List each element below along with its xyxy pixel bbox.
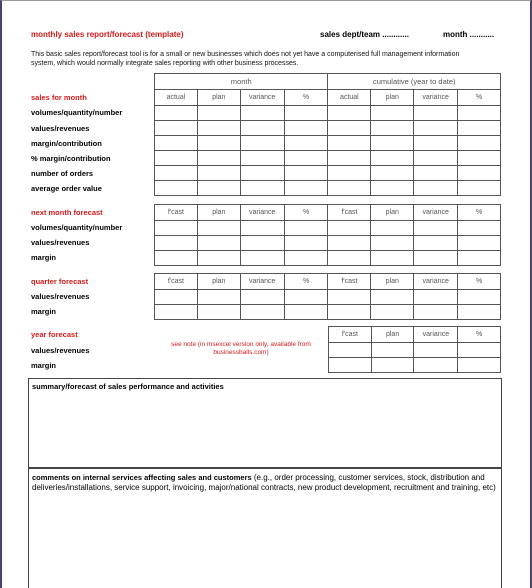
data-cell[interactable]: [197, 121, 240, 136]
data-cell[interactable]: [284, 305, 328, 320]
month-header: month: [155, 74, 328, 90]
year-forecast-table: [328, 326, 501, 373]
data-cell[interactable]: [328, 181, 371, 196]
data-cell[interactable]: [329, 358, 372, 373]
row-label: number of orders: [31, 169, 94, 178]
data-cell[interactable]: [240, 181, 284, 196]
table-row: [155, 305, 501, 320]
report-title: monthly sales report/forecast (template): [31, 30, 184, 39]
data-cell[interactable]: [329, 343, 372, 358]
row-label: margin: [31, 253, 57, 262]
data-cell[interactable]: [197, 251, 240, 266]
data-cell[interactable]: [197, 236, 240, 251]
data-cell[interactable]: [155, 221, 198, 236]
data-cell[interactable]: [240, 151, 284, 166]
table-row: [155, 251, 501, 266]
data-cell[interactable]: [458, 121, 501, 136]
data-cell[interactable]: [155, 305, 198, 320]
data-cell[interactable]: [328, 305, 371, 320]
table-row: [155, 290, 501, 305]
data-cell[interactable]: [371, 166, 414, 181]
comments-box-title: comments on internal services affecting sales and customers: [32, 473, 252, 482]
data-cell[interactable]: [197, 221, 240, 236]
column-header: f'cast: [328, 205, 371, 221]
column-header: %: [458, 90, 501, 106]
data-cell[interactable]: [197, 151, 240, 166]
data-cell[interactable]: [197, 181, 240, 196]
row-label: values/revenues: [31, 238, 90, 247]
data-cell[interactable]: [328, 136, 371, 151]
data-cell[interactable]: [240, 106, 284, 121]
data-cell[interactable]: [155, 181, 198, 196]
row-label: volumes/quantity/number: [31, 108, 123, 117]
column-header: actual: [328, 90, 371, 106]
row-label: margin: [31, 361, 57, 370]
month-field: month ...........: [443, 30, 495, 39]
quarter-forecast-title: quarter forecast: [31, 277, 89, 286]
data-cell[interactable]: [155, 251, 198, 266]
column-header: f'cast: [155, 205, 198, 221]
table-row: [155, 181, 501, 196]
row-label: values/revenues: [31, 124, 90, 133]
data-cell[interactable]: [414, 166, 458, 181]
data-cell[interactable]: [458, 290, 501, 305]
data-cell[interactable]: [371, 290, 414, 305]
data-cell[interactable]: [328, 251, 371, 266]
next-month-forecast-title: next month forecast: [31, 208, 103, 217]
data-cell[interactable]: [414, 151, 458, 166]
row-label: % margin/contribution: [31, 154, 111, 163]
data-cell[interactable]: [414, 236, 458, 251]
column-header: %: [458, 274, 501, 290]
data-cell[interactable]: [328, 221, 371, 236]
row-label: values/revenues: [31, 292, 90, 301]
data-cell[interactable]: [458, 343, 501, 358]
row-label: values/revenues: [31, 346, 90, 355]
column-header: f'cast: [329, 327, 372, 343]
table-row: [155, 121, 501, 136]
data-cell[interactable]: [414, 106, 458, 121]
data-cell[interactable]: [458, 181, 501, 196]
data-cell[interactable]: [458, 305, 501, 320]
intro-text: This basic sales report/forecast tool is for a small or new businesses which does not yet have a computerised full management information system, which would normally integrate sales reporting with other business processes.: [31, 51, 460, 67]
cumulative-header: cumulative (year to date): [328, 74, 501, 90]
table-row: [329, 343, 501, 358]
data-cell[interactable]: [284, 166, 328, 181]
data-cell[interactable]: [328, 290, 371, 305]
summary-box-title: summary/forecast of sales performance and activities: [32, 382, 224, 391]
data-cell[interactable]: [371, 343, 414, 358]
data-cell[interactable]: [458, 236, 501, 251]
data-cell[interactable]: [197, 290, 240, 305]
data-cell[interactable]: [240, 290, 284, 305]
table-row: [155, 136, 501, 151]
column-header: variance: [414, 205, 458, 221]
data-cell[interactable]: [414, 136, 458, 151]
data-cell[interactable]: [414, 221, 458, 236]
table-row: [155, 236, 501, 251]
data-cell[interactable]: [414, 181, 458, 196]
column-header: %: [284, 205, 328, 221]
data-cell[interactable]: [240, 121, 284, 136]
column-header: plan: [371, 274, 414, 290]
column-header: variance: [240, 205, 284, 221]
data-cell[interactable]: [284, 236, 328, 251]
quarter-forecast-table: [154, 273, 501, 320]
column-header: %: [458, 327, 501, 343]
table-row: [155, 221, 501, 236]
sales-dept-field: sales dept/team ............: [320, 30, 409, 39]
column-header: f'cast: [328, 274, 371, 290]
data-cell[interactable]: [414, 251, 458, 266]
data-cell[interactable]: [284, 106, 328, 121]
data-cell[interactable]: [328, 151, 371, 166]
table-row: [155, 106, 501, 121]
data-cell[interactable]: [284, 151, 328, 166]
data-cell[interactable]: [414, 343, 458, 358]
row-label: average order value: [31, 184, 102, 193]
column-header: variance: [414, 274, 458, 290]
table-row: [329, 358, 501, 373]
column-header: actual: [155, 90, 198, 106]
column-header: plan: [197, 205, 240, 221]
data-cell[interactable]: [458, 106, 501, 121]
data-cell[interactable]: [458, 221, 501, 236]
data-cell[interactable]: [240, 305, 284, 320]
data-cell[interactable]: [371, 305, 414, 320]
period-header-table: [154, 73, 501, 90]
data-cell[interactable]: [155, 106, 198, 121]
data-cell[interactable]: [458, 151, 501, 166]
comments-box-content: [32, 473, 498, 493]
column-header: %: [458, 205, 501, 221]
row-label: volumes/quantity/number: [31, 223, 123, 232]
row-label: margin/contribution: [31, 139, 102, 148]
row-label: margin: [31, 307, 57, 316]
data-cell[interactable]: [458, 358, 501, 373]
comments-box-text: (e.g., order processing, customer services, stock, distribution and deliveries/installations, service support, invoicing, major/national contracts, new product development, recruitment and training, etc): [32, 473, 496, 492]
column-header: f'cast: [155, 274, 198, 290]
data-cell[interactable]: [240, 166, 284, 181]
data-cell[interactable]: [414, 358, 458, 373]
column-header: variance: [240, 274, 284, 290]
data-cell[interactable]: [371, 136, 414, 151]
data-cell[interactable]: [371, 236, 414, 251]
data-cell[interactable]: [155, 136, 198, 151]
column-header: plan: [197, 90, 240, 106]
data-cell[interactable]: [371, 251, 414, 266]
data-cell[interactable]: [155, 290, 198, 305]
data-cell[interactable]: [328, 236, 371, 251]
summary-box[interactable]: [28, 378, 502, 468]
data-cell[interactable]: [284, 121, 328, 136]
data-cell[interactable]: [197, 166, 240, 181]
data-cell[interactable]: [458, 136, 501, 151]
table-row: [155, 151, 501, 166]
column-header: variance: [414, 327, 458, 343]
data-cell[interactable]: [240, 221, 284, 236]
data-cell[interactable]: [240, 136, 284, 151]
data-cell[interactable]: [328, 106, 371, 121]
data-cell[interactable]: [371, 151, 414, 166]
data-cell[interactable]: [284, 221, 328, 236]
column-header: variance: [240, 90, 284, 106]
year-forecast-note: see note (in msexcel version only, available from businessballs.com): [171, 341, 311, 356]
data-cell[interactable]: [284, 251, 328, 266]
data-cell[interactable]: [371, 358, 414, 373]
sales-for-month-table: [154, 89, 501, 196]
data-cell[interactable]: [371, 106, 414, 121]
data-cell[interactable]: [155, 151, 198, 166]
column-header: variance: [414, 90, 458, 106]
sales-for-month-title: sales for month: [31, 93, 87, 102]
data-cell[interactable]: [155, 236, 198, 251]
data-cell[interactable]: [371, 121, 414, 136]
data-cell[interactable]: [240, 236, 284, 251]
table-row: [155, 166, 501, 181]
comments-box[interactable]: [28, 468, 502, 588]
column-header: plan: [371, 327, 414, 343]
column-header: plan: [371, 90, 414, 106]
data-cell[interactable]: [458, 251, 501, 266]
column-header: %: [284, 274, 328, 290]
year-forecast-title: year forecast: [31, 330, 78, 339]
data-cell[interactable]: [371, 181, 414, 196]
data-cell[interactable]: [197, 305, 240, 320]
data-cell[interactable]: [284, 181, 328, 196]
data-cell[interactable]: [155, 121, 198, 136]
data-cell[interactable]: [458, 166, 501, 181]
data-cell[interactable]: [414, 305, 458, 320]
column-header: plan: [197, 274, 240, 290]
data-cell[interactable]: [197, 106, 240, 121]
data-cell[interactable]: [414, 290, 458, 305]
data-cell[interactable]: [328, 166, 371, 181]
data-cell[interactable]: [155, 166, 198, 181]
data-cell[interactable]: [328, 121, 371, 136]
data-cell[interactable]: [284, 290, 328, 305]
data-cell[interactable]: [284, 136, 328, 151]
next-month-forecast-table: [154, 204, 501, 266]
column-header: plan: [371, 205, 414, 221]
data-cell[interactable]: [240, 251, 284, 266]
column-header: %: [284, 90, 328, 106]
data-cell[interactable]: [197, 136, 240, 151]
data-cell[interactable]: [371, 221, 414, 236]
data-cell[interactable]: [414, 121, 458, 136]
